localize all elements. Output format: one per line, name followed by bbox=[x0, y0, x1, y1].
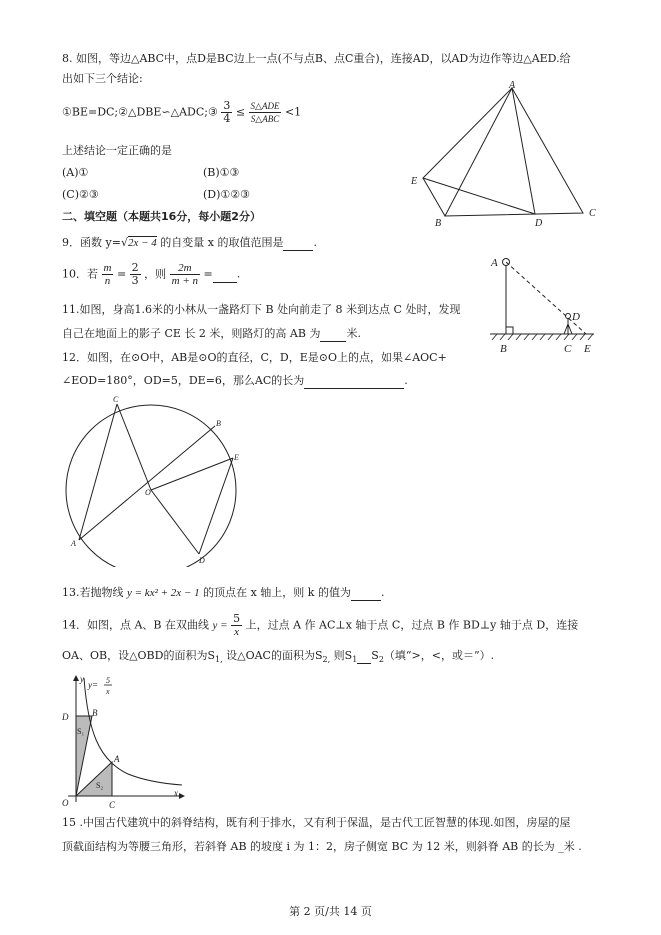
q12-label-a: A bbox=[71, 539, 76, 548]
q14-label-o: O bbox=[62, 798, 69, 808]
q10-pre: 10．若 bbox=[62, 267, 98, 281]
q9 bbox=[62, 235, 317, 251]
q15-line2: 顶截面结构为等腰三角形，若斜脊 AB 的坡度 i 为 1：2，房子侧宽 BC 为 12 米，则斜脊 AB 的长为 _米 . bbox=[62, 840, 582, 853]
q14-label-num: 5 bbox=[106, 676, 110, 685]
q14-frac-5-x: $\frac{5}{x}$ bbox=[233, 612, 241, 638]
q14-line2c: 则S bbox=[333, 649, 353, 662]
q14-s1-sub: 1, bbox=[214, 655, 223, 665]
q13-pre: 13.若抛物线 bbox=[62, 586, 124, 599]
q14-label-d: D bbox=[62, 712, 69, 722]
q10-mid: ，则 bbox=[144, 267, 167, 281]
q14-s1-sub2: 1 bbox=[352, 655, 358, 665]
q8-frac-area: $\frac{\text{S△ADE}}{\text{S△ABC}}$ bbox=[250, 101, 280, 124]
q14-answer-blank[interactable] bbox=[357, 648, 371, 664]
q12-label-e: E bbox=[234, 453, 239, 462]
q14-line1a: 14．如图，点 A、B 在双曲线 bbox=[62, 618, 210, 632]
q14-line2d: S bbox=[371, 649, 379, 662]
q8-conclusions bbox=[62, 100, 301, 125]
q10-eq: = bbox=[116, 267, 127, 281]
q13-end: . bbox=[380, 586, 385, 599]
q11-label-c: C bbox=[564, 343, 572, 355]
q8-label-b: B bbox=[435, 218, 442, 229]
q14-label-s1: S₁ bbox=[77, 727, 85, 736]
q13-post: 的顶点在 x 轴上，则 k 的值为 bbox=[203, 586, 351, 599]
q8-line1: 8. 如图，等边△ABC中，点D是BC边上一点(不与点B、点C重合)，连接AD，以AD为边作等边△AED.给 bbox=[62, 52, 571, 65]
q14-label-c: C bbox=[109, 800, 116, 810]
q8-ask: 上述结论一定正确的是 bbox=[62, 144, 172, 157]
q12-label-d: D bbox=[199, 556, 205, 565]
q14-s2-sub2: 2 bbox=[378, 655, 384, 665]
q12-label-c: C bbox=[113, 395, 119, 404]
q14-label-a: A bbox=[114, 754, 120, 764]
q10-eq2: = bbox=[203, 267, 213, 281]
sqrt-icon: √ bbox=[120, 236, 128, 249]
q8-lt: <1 bbox=[284, 105, 302, 119]
q14-label-x: x bbox=[174, 788, 178, 798]
q14-line2a: OA、OB，设△OBD的面积为S bbox=[62, 649, 215, 662]
q14-line2e: （填“>，<，或＝”）. bbox=[383, 649, 495, 662]
q11-line1: 11.如图，身高1.6米的小林从一盏路灯下 B 处向前走了 8 米到达点 C 处时，发现 bbox=[62, 303, 461, 316]
q11-label-e: E bbox=[584, 343, 591, 355]
q9-answer-blank[interactable] bbox=[283, 235, 313, 251]
q11-label-a: A bbox=[491, 257, 498, 269]
q14-line2b: 设△OAC的面积为S bbox=[226, 649, 323, 662]
q14-y-eq: y = bbox=[212, 619, 228, 632]
q14-label-eq: y= bbox=[88, 680, 99, 690]
q14-line1b: 上，过点 A 作 AC⊥x 轴于点 C，过点 B 作 BD⊥y 轴于点 D，连接 bbox=[245, 618, 579, 632]
q11-line2 bbox=[62, 326, 361, 342]
q9-pre: 9．函数 y= bbox=[62, 236, 121, 249]
q14-line1 bbox=[62, 613, 578, 638]
q10 bbox=[62, 262, 240, 287]
q8-triangle-figure bbox=[405, 80, 605, 230]
q14-s2-sub: 2, bbox=[322, 655, 331, 665]
q14-hyperbola-figure bbox=[58, 670, 188, 810]
q12-line1: 12．如图，在⊙O中，AB是⊙O的直径，C，D，E是⊙O上的点，如果∠AOC+ bbox=[62, 351, 447, 364]
q8-label-e: E bbox=[411, 176, 418, 187]
q14-label-s2: S₂ bbox=[96, 781, 104, 790]
q8-line2: 出如下三个结论: bbox=[62, 72, 143, 85]
q11-answer-blank[interactable] bbox=[320, 326, 346, 342]
q11-line2b: 米. bbox=[346, 327, 361, 340]
q12-end: . bbox=[404, 374, 408, 387]
q12-answer-blank[interactable] bbox=[304, 373, 404, 389]
q8-label-c: C bbox=[589, 208, 596, 219]
q10-answer-blank[interactable] bbox=[213, 267, 237, 283]
q9-post: 的自变量 x 的取值范围是 bbox=[160, 236, 284, 249]
q8-c1: ①BE=DC;②△DBE∽△ADC;③ bbox=[62, 105, 218, 119]
q10-frac-2m: $\frac{2m}{m + n}$ bbox=[171, 262, 199, 287]
q15-line1: 15 .中国古代建筑中的斜脊结构，既有利于排水，又有利于保温，是古代工匠智慧的体现.如图，房屋的屋 bbox=[62, 816, 571, 829]
q9-end: . bbox=[313, 236, 317, 249]
q8-le: ≤ bbox=[235, 105, 246, 119]
q12-line2 bbox=[62, 373, 408, 389]
q12-circle-figure bbox=[55, 392, 255, 567]
q8-option-a: (A)① bbox=[62, 166, 89, 179]
q14-line2 bbox=[62, 648, 494, 667]
page-footer: 第 2 页/共 14 页 bbox=[289, 905, 372, 918]
q13 bbox=[62, 585, 384, 601]
q8-frac-3-4: $\frac{3}{4}$ bbox=[223, 99, 231, 125]
q9-radicand: 2x − 4 bbox=[127, 237, 157, 249]
q10-end: . bbox=[236, 267, 241, 281]
q14-label-b: B bbox=[92, 708, 98, 718]
q8-option-c: (C)②③ bbox=[62, 188, 99, 201]
section-2-heading: 二、填空题（本题共16分，每小题2分） bbox=[62, 210, 261, 223]
q14-label-y: y bbox=[80, 674, 84, 684]
q11-label-b: B bbox=[500, 343, 507, 355]
q11-label-d: D bbox=[572, 311, 580, 323]
q14-label-den: x bbox=[106, 687, 110, 696]
q8-option-b: (B)①③ bbox=[203, 166, 240, 179]
q10-frac-2-3: $\frac{2}{3}$ bbox=[131, 261, 139, 287]
q11-lamp-figure bbox=[488, 252, 603, 362]
q13-equation: y = kx² + 2x − 1 bbox=[127, 587, 200, 599]
q8-label-d: D bbox=[535, 218, 543, 229]
q12-label-o: O bbox=[145, 488, 151, 497]
q11-line2a: 自己在地面上的影子 CE 长 2 米，则路灯的高 AB 为 bbox=[62, 327, 321, 340]
q12-line2-text: ∠EOD=180°，OD=5，DE=6，那么AC的长为 bbox=[62, 374, 305, 387]
q12-label-b: B bbox=[216, 419, 221, 428]
q13-answer-blank[interactable] bbox=[351, 585, 381, 601]
q10-frac-m-n: $\frac{m}{n}$ bbox=[103, 262, 112, 287]
q8-label-a: A bbox=[509, 80, 516, 91]
q8-option-d: (D)①②③ bbox=[203, 188, 250, 201]
